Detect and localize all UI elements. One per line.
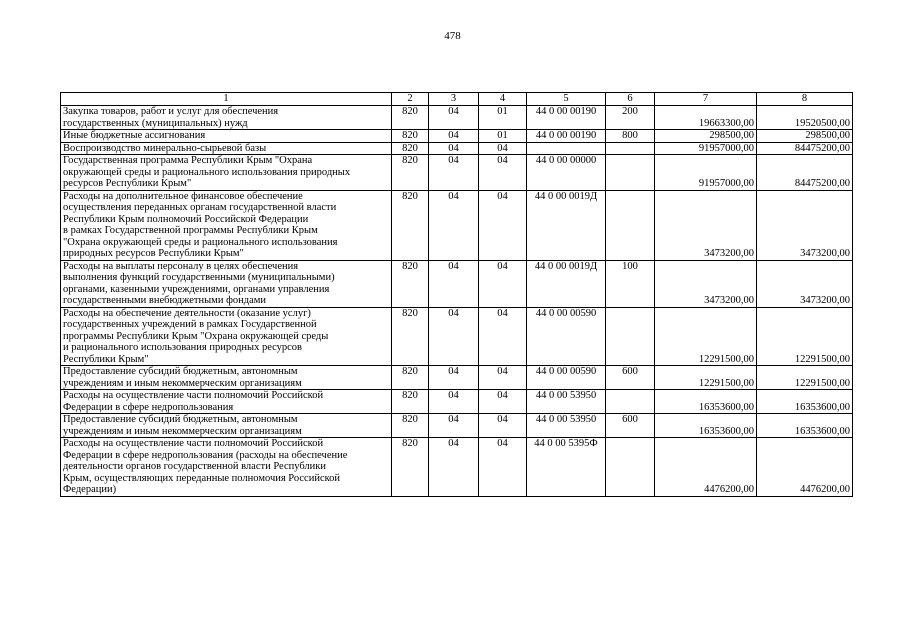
target-article-cell: 44 0 00 53950 (527, 414, 606, 438)
amount-cell: 16353600,00 (757, 390, 853, 414)
amount-cell: 12291500,00 (655, 307, 757, 366)
amount-cell: 298500,00 (655, 130, 757, 143)
code-cell: 820 (392, 390, 429, 414)
code-cell: 820 (392, 366, 429, 390)
code-cell: 820 (392, 307, 429, 366)
amount-cell: 3473200,00 (655, 260, 757, 307)
amount-cell: 4476200,00 (757, 438, 853, 497)
expense-type-cell (606, 390, 655, 414)
table-row (61, 307, 853, 366)
column-header: 5 (527, 93, 606, 106)
section-cell: 04 (429, 366, 479, 390)
amount-cell: 12291500,00 (757, 366, 853, 390)
subsection-cell: 04 (479, 366, 527, 390)
subsection-cell: 04 (479, 142, 527, 155)
amount-cell: 4476200,00 (655, 438, 757, 497)
row-name-cell: Расходы на выплаты персоналу в целях обеспечения выполнения функций государственными (муниципальными) органами, казенными учреждениями, органами управления государственными внебюджетными фондами (61, 260, 392, 307)
expense-type-cell (606, 307, 655, 366)
amount-cell: 19520500,00 (757, 106, 853, 130)
table-row (61, 130, 853, 143)
column-header: 1 (61, 93, 392, 106)
code-cell: 820 (392, 142, 429, 155)
table-row (61, 390, 853, 414)
amount-cell: 16353600,00 (757, 414, 853, 438)
amount-cell: 3473200,00 (757, 190, 853, 260)
amount-cell: 19663300,00 (655, 106, 757, 130)
table-header-row (61, 93, 853, 106)
section-cell: 04 (429, 307, 479, 366)
target-article-cell: 44 0 00 0019Д (527, 260, 606, 307)
page-number: 478 (444, 30, 461, 42)
code-cell: 820 (392, 155, 429, 191)
row-name-cell: Расходы на осуществление части полномочий Российской Федерации в сфере недропользования (расходы на обеспечение деятельности органов государственной власти Республики Крым, осуществляющих переданные полномочия Российской Федерации) (61, 438, 392, 497)
target-article-cell: 44 0 00 00590 (527, 307, 606, 366)
row-name-cell: Расходы на осуществление части полномочий Российской Федерации в сфере недропользования (61, 390, 392, 414)
table-row (61, 190, 853, 260)
expense-type-cell (606, 142, 655, 155)
section-cell: 04 (429, 106, 479, 130)
subsection-cell: 04 (479, 190, 527, 260)
amount-cell: 12291500,00 (655, 366, 757, 390)
code-cell: 820 (392, 414, 429, 438)
target-article-cell: 44 0 00 00590 (527, 366, 606, 390)
expense-type-cell: 200 (606, 106, 655, 130)
budget-table (60, 92, 853, 497)
section-cell: 04 (429, 142, 479, 155)
target-article-cell: 44 0 00 5395Ф (527, 438, 606, 497)
row-name-cell: Расходы на обеспечение деятельности (оказание услуг) государственных учреждений в рамках Государственной программы Республики Крым "Охрана окружающей среды и рационального использования природных ресурсов Республики Крым" (61, 307, 392, 366)
table-row (61, 260, 853, 307)
row-name-cell: Государственная программа Республики Крым "Охрана окружающей среды и рационального использования природных ресурсов Республики Крым" (61, 155, 392, 191)
section-cell: 04 (429, 438, 479, 497)
subsection-cell: 04 (479, 390, 527, 414)
expense-type-cell: 600 (606, 414, 655, 438)
subsection-cell: 04 (479, 307, 527, 366)
row-name-cell: Предоставление субсидий бюджетным, автономным учреждениям и иным некоммерческим организациям (61, 366, 392, 390)
column-header: 6 (606, 93, 655, 106)
column-header: 2 (392, 93, 429, 106)
amount-cell: 3473200,00 (655, 190, 757, 260)
section-cell: 04 (429, 390, 479, 414)
amount-cell: 91957000,00 (655, 155, 757, 191)
target-article-cell: 44 0 00 00190 (527, 106, 606, 130)
subsection-cell: 04 (479, 438, 527, 497)
amount-cell: 84475200,00 (757, 155, 853, 191)
expense-type-cell: 800 (606, 130, 655, 143)
subsection-cell: 04 (479, 155, 527, 191)
code-cell: 820 (392, 106, 429, 130)
column-header: 3 (429, 93, 479, 106)
subsection-cell: 04 (479, 260, 527, 307)
section-cell: 04 (429, 260, 479, 307)
table-row (61, 142, 853, 155)
amount-cell: 3473200,00 (757, 260, 853, 307)
column-header: 7 (655, 93, 757, 106)
amount-cell: 16353600,00 (655, 390, 757, 414)
section-cell: 04 (429, 155, 479, 191)
amount-cell: 12291500,00 (757, 307, 853, 366)
code-cell: 820 (392, 190, 429, 260)
code-cell: 820 (392, 260, 429, 307)
target-article-cell: 44 0 00 00190 (527, 130, 606, 143)
amount-cell: 91957000,00 (655, 142, 757, 155)
amount-cell: 16353600,00 (655, 414, 757, 438)
row-name-cell: Расходы на дополнительное финансовое обеспечение осуществления переданных органам государственной власти Республики Крым полномочий Российской Федерации в рамках Государственной программы Республики Крым "Охрана окружающей среды и рационального использования природных ресурсов Республики Крым" (61, 190, 392, 260)
code-cell: 820 (392, 438, 429, 497)
table-row (61, 106, 853, 130)
table-row (61, 414, 853, 438)
row-name-cell: Закупка товаров, работ и услуг для обеспечения государственных (муниципальных) нужд (61, 106, 392, 130)
target-article-cell: 44 0 00 53950 (527, 390, 606, 414)
expense-type-cell (606, 438, 655, 497)
section-cell: 04 (429, 130, 479, 143)
amount-cell: 298500,00 (757, 130, 853, 143)
expense-type-cell: 600 (606, 366, 655, 390)
section-cell: 04 (429, 414, 479, 438)
row-name-cell: Иные бюджетные ассигнования (61, 130, 392, 143)
table-row (61, 155, 853, 191)
expense-type-cell (606, 155, 655, 191)
target-article-cell (527, 142, 606, 155)
row-name-cell: Предоставление субсидий бюджетным, автономным учреждениям и иным некоммерческим организациям (61, 414, 392, 438)
row-name-cell: Воспроизводство минерально-сырьевой базы (61, 142, 392, 155)
table-row (61, 438, 853, 497)
amount-cell: 84475200,00 (757, 142, 853, 155)
code-cell: 820 (392, 130, 429, 143)
target-article-cell: 44 0 00 00000 (527, 155, 606, 191)
subsection-cell: 04 (479, 414, 527, 438)
expense-type-cell (606, 190, 655, 260)
target-article-cell: 44 0 00 0019Д (527, 190, 606, 260)
subsection-cell: 01 (479, 106, 527, 130)
expense-type-cell: 100 (606, 260, 655, 307)
section-cell: 04 (429, 190, 479, 260)
table-row (61, 366, 853, 390)
subsection-cell: 01 (479, 130, 527, 143)
column-header: 4 (479, 93, 527, 106)
column-header: 8 (757, 93, 853, 106)
